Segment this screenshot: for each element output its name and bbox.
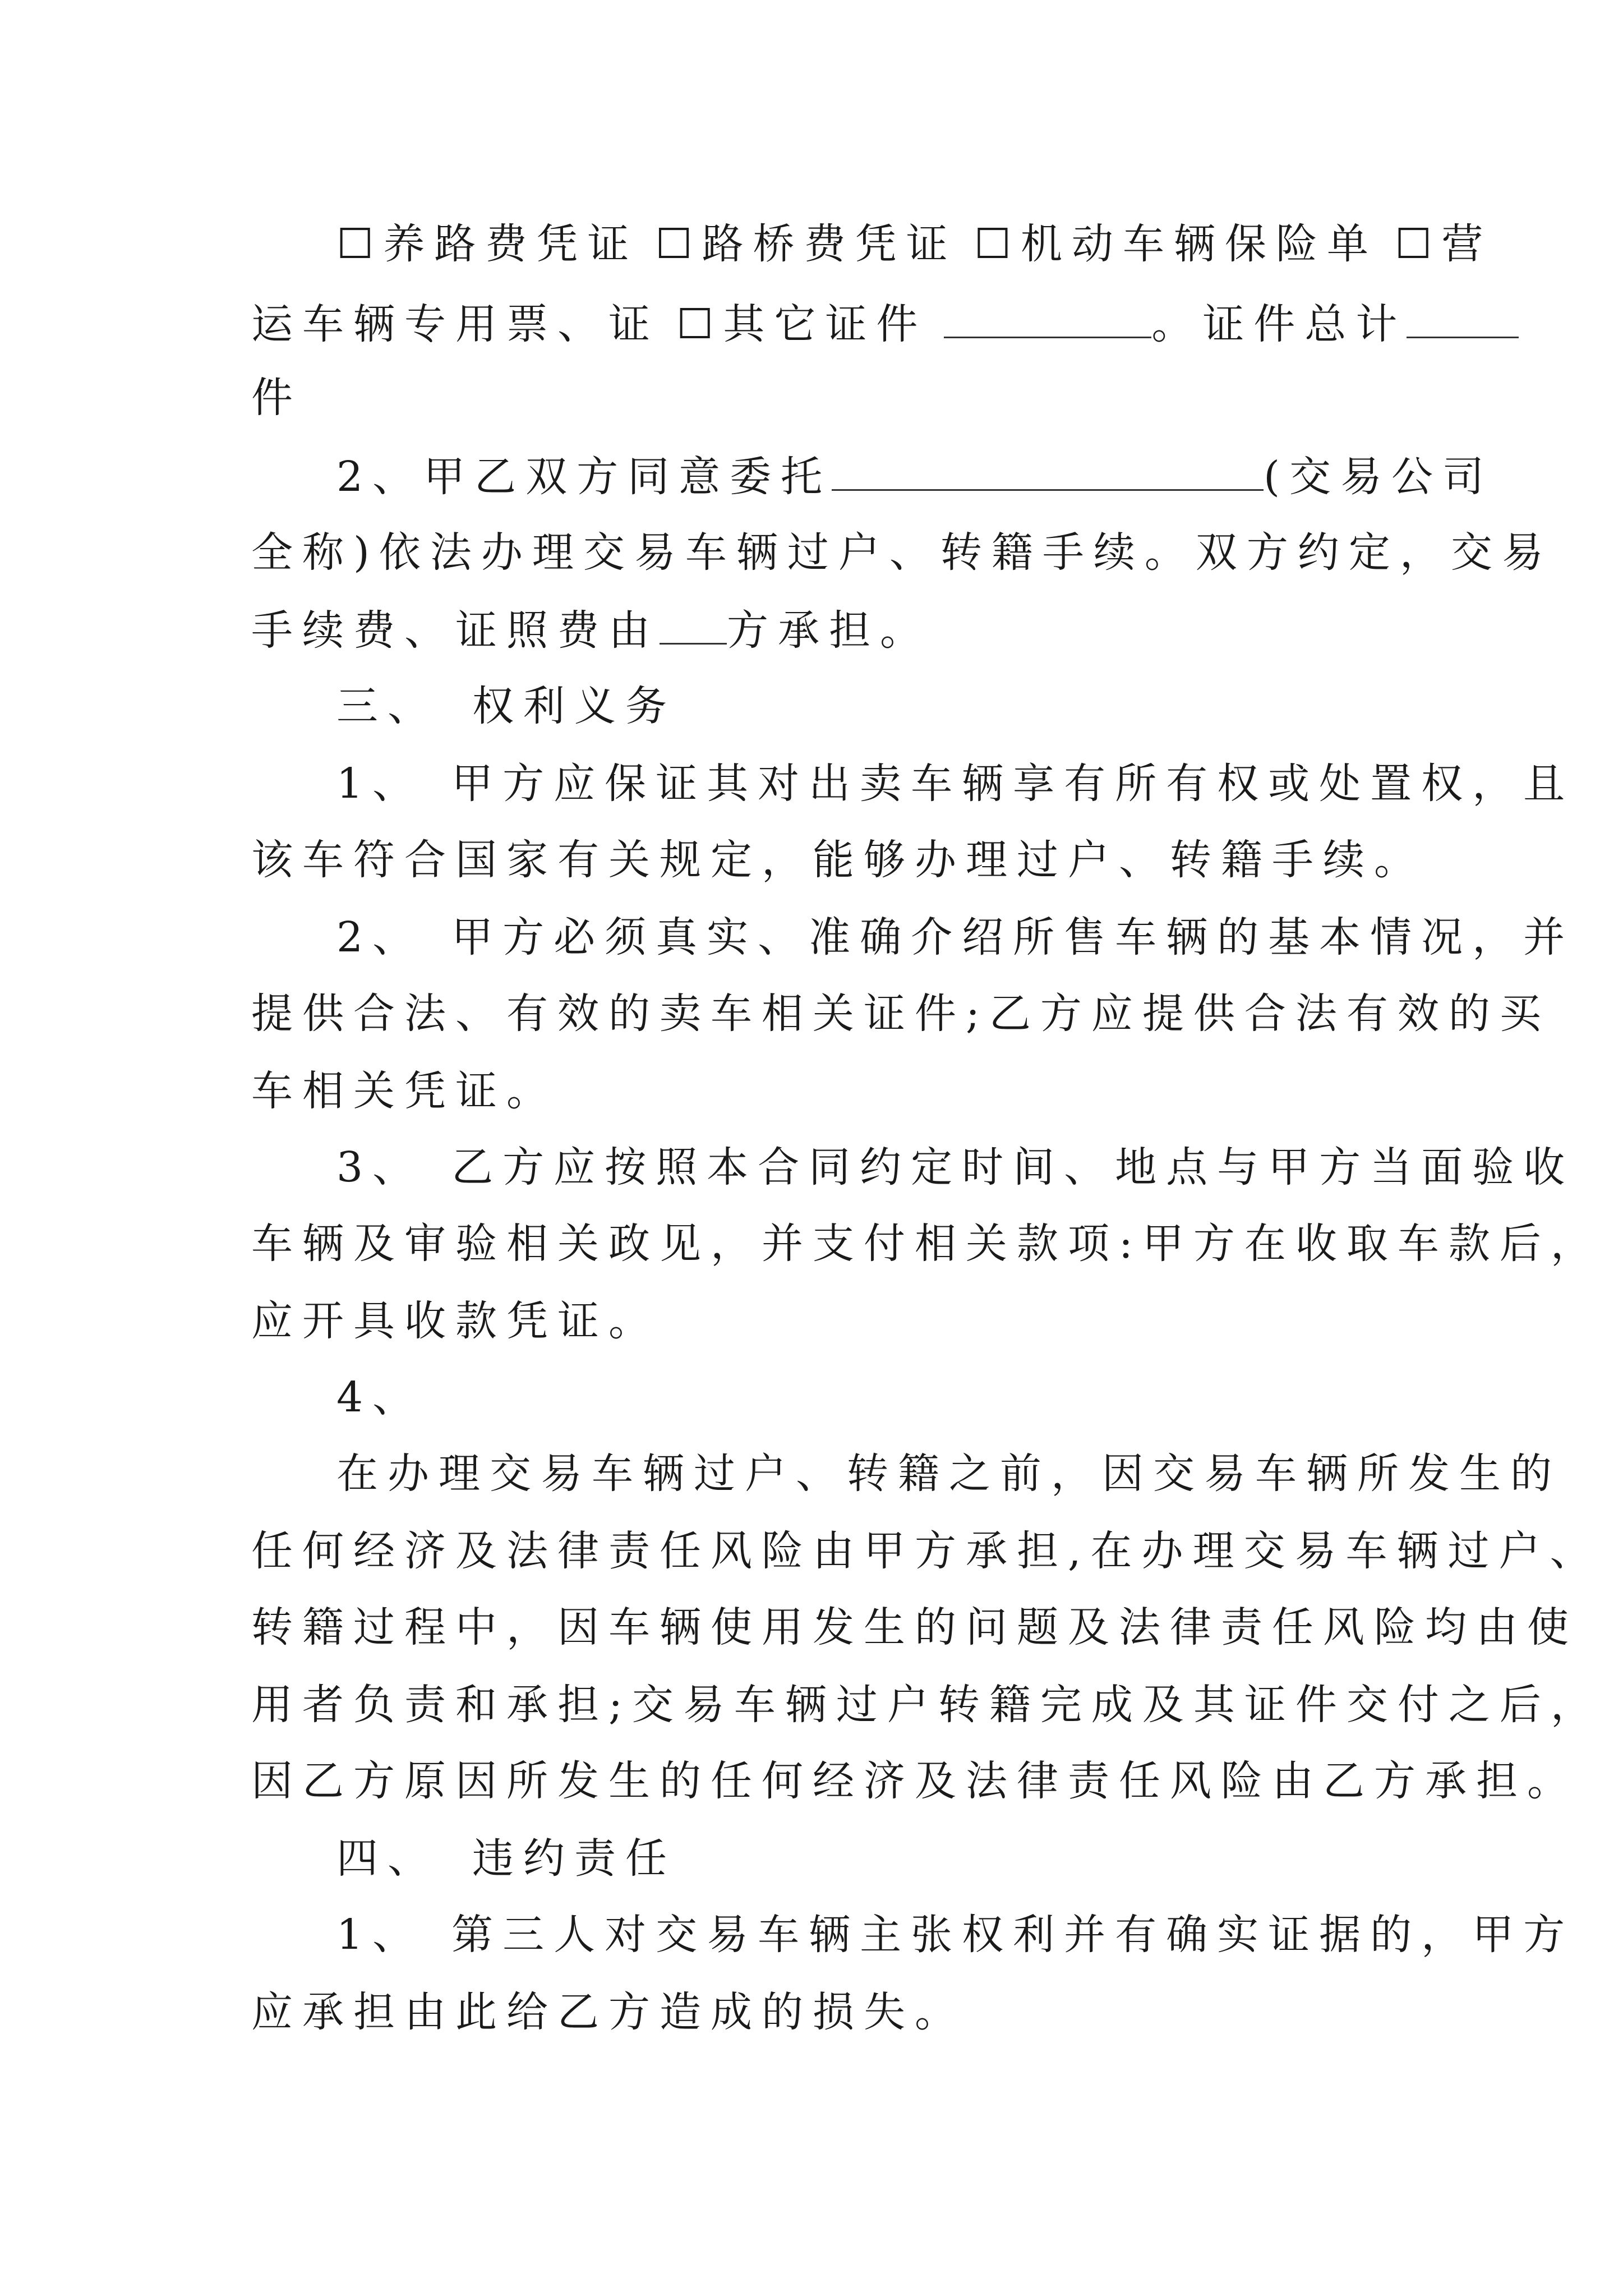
item-3-line-2: 车辆及审验相关政见，并支付相关款项:甲方在收取车款后， xyxy=(251,1220,1602,1268)
document-total-blank xyxy=(1407,303,1519,338)
checkbox-operating-vehicle: ☐营 xyxy=(1395,220,1493,268)
section-4-title: 违约责任 xyxy=(472,1834,676,1883)
fee-party-blank xyxy=(660,609,727,645)
other-documents-blank xyxy=(944,303,1151,338)
certificates-line-2: 运车辆专用票、证 ☐其它证件 。证件总计 xyxy=(251,303,1519,345)
checkbox-insurance-policy: ☐机动车辆保险单 xyxy=(974,220,1378,268)
breach-item-1-line-1: 1、 第三人对交易车辆主张权利并有确实证据的，甲方 xyxy=(336,1911,1575,1959)
certificates-line-3: 件 xyxy=(251,374,302,422)
trading-company-blank xyxy=(832,455,1264,491)
breach-item-1-line-2: 应承担由此给乙方造成的损失。 xyxy=(251,1988,966,2036)
item-1-line-2: 该车符合国家有关规定，能够办理过户、转籍手续。 xyxy=(251,836,1425,884)
item-4-line-1: 在办理交易车辆过户、转籍之前，因交易车辆所发生的 xyxy=(336,1450,1561,1498)
item-2-line-1: 2、 甲方必须真实、准确介绍所售车辆的基本情况，并 xyxy=(336,913,1575,961)
item-2-line-3: 车相关凭证。 xyxy=(251,1067,557,1115)
clause-2-line-1: 2、甲乙双方同意委托 (交易公司 xyxy=(336,453,1493,501)
clause-2-line-2: 全称)依法办理交易车辆过户、转籍手续。双方约定，交易 xyxy=(251,528,1553,577)
section-3-title: 权利义务 xyxy=(472,682,676,730)
item-2-line-2: 提供合法、有效的卖车相关证件;乙方应提供合法有效的买 xyxy=(251,990,1551,1038)
checkbox-bridge-toll: ☐路桥费凭证 xyxy=(655,220,957,268)
item-3-line-1: 3、 乙方应按照本合同约定时间、地点与甲方当面验收 xyxy=(336,1143,1575,1191)
item-1-line-1: 1、 甲方应保证其对出卖车辆享有所有权或处置权，且 xyxy=(336,760,1575,808)
checkbox-other-documents: ☐其它证件 xyxy=(676,300,928,348)
clause-2-line-3: 手续费、证照费由 方承担。 xyxy=(251,606,931,655)
item-3-line-3: 应开具收款凭证。 xyxy=(251,1297,660,1345)
item-4-line-4: 用者负责和承担;交易车辆过户转籍完成及其证件交付之后， xyxy=(251,1681,1602,1729)
item-4-line-2: 任何经济及法律责任风险由甲方承担,在办理交易车辆过户、 xyxy=(251,1527,1601,1575)
item-4-number: 4、 xyxy=(336,1373,424,1421)
section-4-heading: 四、 违约责任 xyxy=(336,1834,676,1883)
item-4-line-5: 因乙方原因所发生的任何经济及法律责任风险由乙方承担。 xyxy=(251,1757,1578,1805)
checkbox-road-maintenance-fee: ☐养路费凭证 xyxy=(336,220,639,268)
item-4-line-3: 转籍过程中，因车辆使用发生的问题及法律责任风险均由使 xyxy=(251,1603,1578,1651)
section-3-heading: 三、 权利义务 xyxy=(336,682,676,730)
certificates-line-1 xyxy=(336,220,1493,268)
